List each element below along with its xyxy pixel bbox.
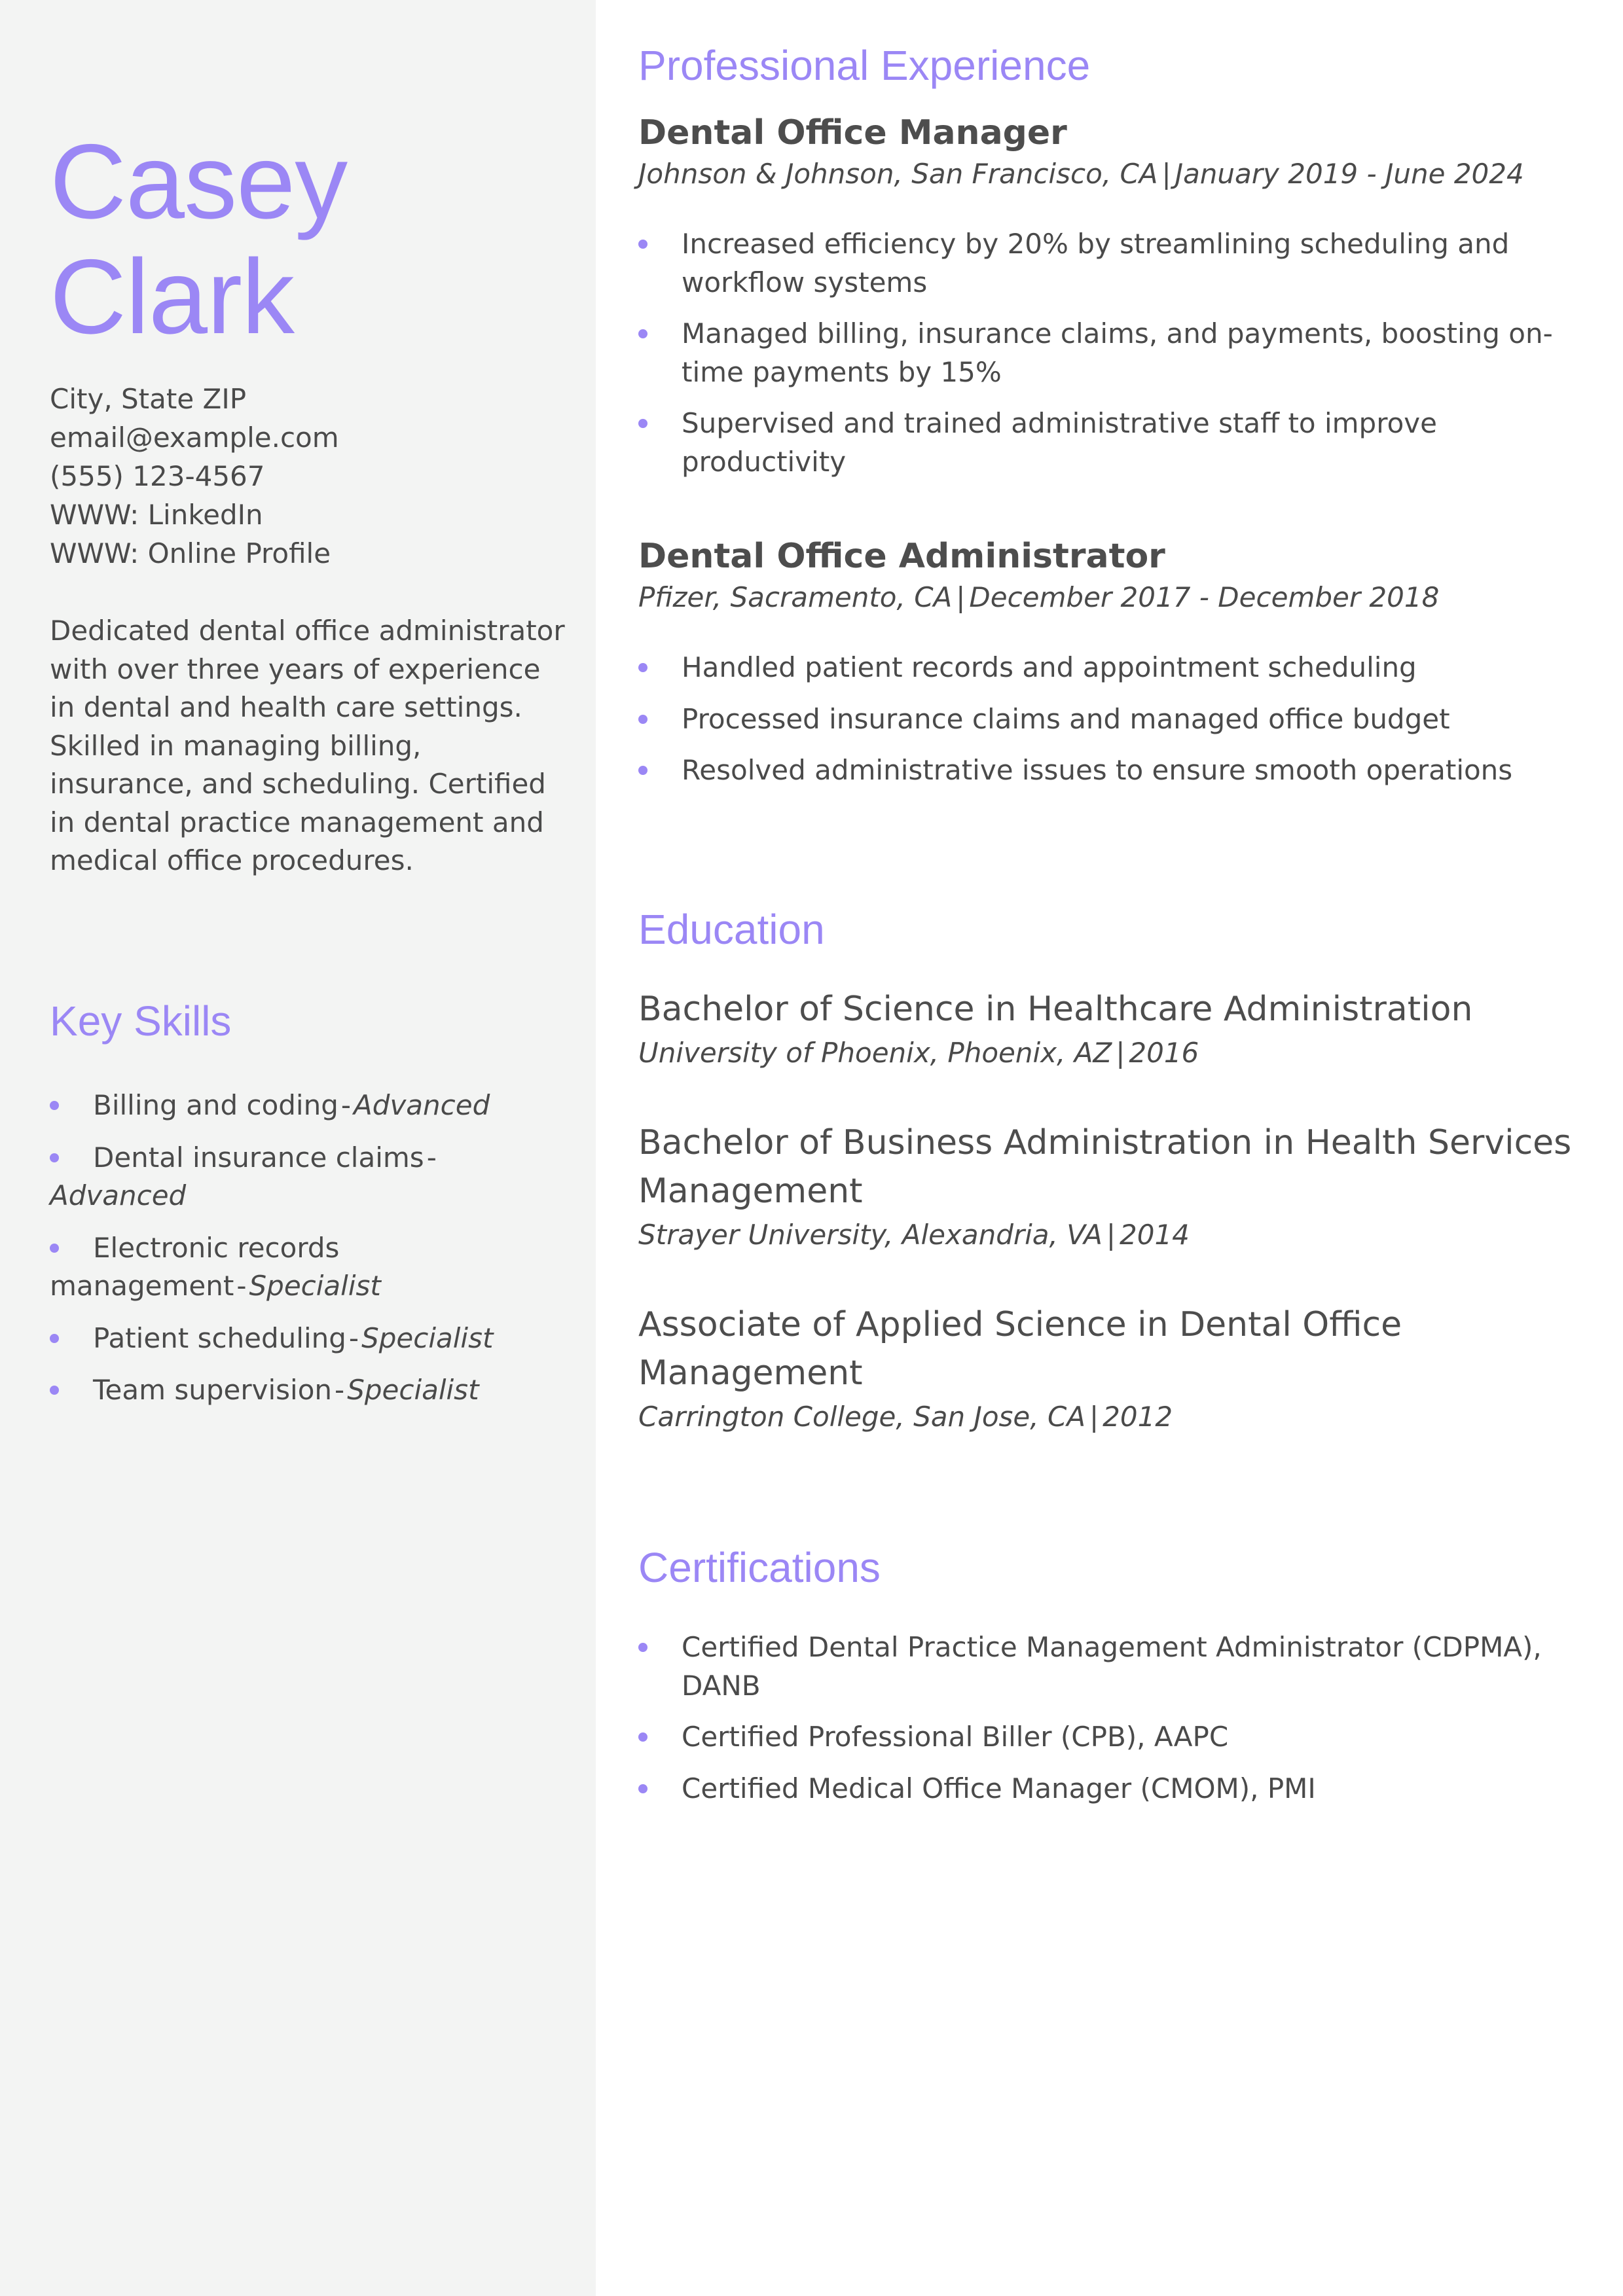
contact-linkedin[interactable]: WWW: LinkedIn bbox=[50, 499, 263, 531]
skill-item bbox=[50, 1086, 521, 1125]
professional-summary: Dedicated dental office administrator with over three years of experience in dental and health care settings. Skilled in managing billing, insurance, and scheduling. Certified in dental practice management and medical office procedures. bbox=[50, 615, 565, 876]
skills-heading: Key Skills bbox=[50, 997, 232, 1045]
meta-divider: | bbox=[1106, 1219, 1116, 1251]
bullet-icon bbox=[638, 1732, 647, 1742]
bullet-icon bbox=[638, 1784, 647, 1793]
list-item bbox=[638, 404, 1581, 481]
job-entry bbox=[638, 111, 1581, 481]
skill-level: Advanced bbox=[50, 1179, 187, 1211]
contact-website[interactable]: WWW: Online Profile bbox=[50, 537, 331, 569]
list-item bbox=[638, 751, 1581, 790]
skill-name: Electronic records management bbox=[50, 1231, 340, 1302]
certifications-section bbox=[638, 1538, 1581, 1821]
list-item bbox=[638, 225, 1581, 302]
contact-email[interactable]: email@example.com bbox=[50, 422, 339, 454]
skills-list bbox=[50, 1086, 521, 1424]
education-heading: Education bbox=[638, 906, 825, 953]
bullet-icon bbox=[638, 1643, 647, 1652]
bullet-icon bbox=[50, 1386, 59, 1395]
skill-name: Dental insurance claims bbox=[93, 1141, 424, 1174]
list-item bbox=[638, 315, 1581, 391]
education-meta bbox=[638, 1215, 1581, 1255]
bullet-icon bbox=[638, 663, 647, 672]
bullet-icon bbox=[638, 329, 647, 338]
skill-level: Advanced bbox=[354, 1089, 490, 1121]
bullet-text: Handled patient records and appointment scheduling bbox=[682, 651, 1417, 683]
job-title: Dental Office Administrator bbox=[638, 537, 1165, 576]
bullet-text: Increased efficiency by 20% by streamlining scheduling and workflow systems bbox=[682, 228, 1510, 298]
skill-name: Patient scheduling bbox=[93, 1321, 346, 1354]
certifications-heading: Certifications bbox=[638, 1544, 881, 1591]
candidate-name bbox=[50, 124, 347, 355]
certification-text: Certified Medical Office Manager (CMOM), PMI bbox=[682, 1772, 1316, 1804]
list-item bbox=[638, 1770, 1581, 1808]
bullet-icon bbox=[50, 1244, 59, 1253]
certification-text: Certified Dental Practice Management Administrator (CDPMA), DANB bbox=[682, 1631, 1542, 1702]
job-company: Pfizer, Sacramento, CA bbox=[638, 581, 953, 613]
bullet-icon bbox=[638, 240, 647, 249]
contact-location: City, State ZIP bbox=[50, 383, 247, 415]
bullet-icon bbox=[638, 715, 647, 724]
contact-info bbox=[50, 380, 339, 573]
skill-separator: - bbox=[335, 1374, 345, 1406]
bullet-icon bbox=[638, 419, 647, 428]
list-item bbox=[638, 1718, 1581, 1757]
skill-separator: - bbox=[426, 1141, 437, 1174]
bullet-text: Managed billing, insurance claims, and payments, boosting on-time payments by 15% bbox=[682, 317, 1553, 388]
job-meta bbox=[638, 154, 1581, 194]
sidebar bbox=[0, 0, 596, 2296]
skill-item bbox=[50, 1229, 521, 1306]
certification-text: Certified Professional Biller (CPB), AAPC bbox=[682, 1721, 1229, 1753]
education-section bbox=[638, 900, 1581, 1437]
job-dates: December 2017 - December 2018 bbox=[969, 581, 1440, 613]
bullet-text: Supervised and trained administrative staff to improve productivity bbox=[682, 407, 1437, 478]
skill-level: Specialist bbox=[361, 1321, 494, 1354]
bullet-text: Processed insurance claims and managed office budget bbox=[682, 702, 1450, 735]
job-entry bbox=[638, 535, 1581, 790]
job-company: Johnson & Johnson, San Francisco, CA bbox=[638, 158, 1158, 190]
school-name: Strayer University, Alexandria, VA bbox=[638, 1219, 1103, 1251]
last-name: Clark bbox=[50, 238, 295, 356]
experience-section bbox=[638, 36, 1581, 803]
education-entry bbox=[638, 1119, 1581, 1255]
job-bullets bbox=[638, 225, 1581, 481]
bullet-icon bbox=[50, 1334, 59, 1343]
first-name: Casey bbox=[50, 122, 348, 241]
skill-separator: - bbox=[340, 1089, 352, 1121]
job-bullets bbox=[638, 649, 1581, 790]
bullet-icon bbox=[638, 766, 647, 775]
education-entry bbox=[638, 985, 1581, 1073]
education-meta bbox=[638, 1397, 1581, 1437]
degree-title: Bachelor of Science in Healthcare Administration bbox=[638, 990, 1473, 1029]
list-item bbox=[638, 1628, 1581, 1705]
graduation-year: 2012 bbox=[1103, 1401, 1173, 1433]
meta-divider: | bbox=[956, 581, 966, 613]
education-entry bbox=[638, 1300, 1581, 1437]
school-name: University of Phoenix, Phoenix, AZ bbox=[638, 1037, 1112, 1069]
contact-phone: (555) 123-4567 bbox=[50, 460, 265, 492]
list-item bbox=[638, 700, 1581, 739]
job-dates: January 2019 - June 2024 bbox=[1175, 158, 1524, 190]
job-meta bbox=[638, 578, 1581, 617]
skill-level: Specialist bbox=[347, 1374, 479, 1406]
skill-separator: - bbox=[348, 1321, 359, 1354]
degree-title: Bachelor of Business Administration in Health Services Management bbox=[638, 1123, 1572, 1211]
bullet-icon bbox=[50, 1153, 59, 1162]
meta-divider: | bbox=[1089, 1401, 1099, 1433]
skill-item bbox=[50, 1139, 521, 1215]
meta-divider: | bbox=[1161, 158, 1171, 190]
skill-level: Specialist bbox=[249, 1270, 381, 1302]
graduation-year: 2014 bbox=[1120, 1219, 1190, 1251]
list-item bbox=[638, 649, 1581, 687]
job-title: Dental Office Manager bbox=[638, 113, 1067, 152]
graduation-year: 2016 bbox=[1129, 1037, 1199, 1069]
degree-title: Associate of Applied Science in Dental Office Management bbox=[638, 1305, 1402, 1393]
skill-name: Team supervision bbox=[93, 1374, 333, 1406]
skill-item bbox=[50, 1319, 521, 1358]
skill-name: Billing and coding bbox=[93, 1089, 338, 1121]
certifications-list bbox=[638, 1628, 1581, 1808]
skill-item bbox=[50, 1371, 521, 1410]
meta-divider: | bbox=[1116, 1037, 1125, 1069]
bullet-text: Resolved administrative issues to ensure smooth operations bbox=[682, 754, 1513, 786]
experience-heading: Professional Experience bbox=[638, 42, 1091, 89]
education-meta bbox=[638, 1033, 1581, 1073]
school-name: Carrington College, San Jose, CA bbox=[638, 1401, 1086, 1433]
skill-separator: - bbox=[236, 1270, 247, 1302]
bullet-icon bbox=[50, 1101, 59, 1110]
